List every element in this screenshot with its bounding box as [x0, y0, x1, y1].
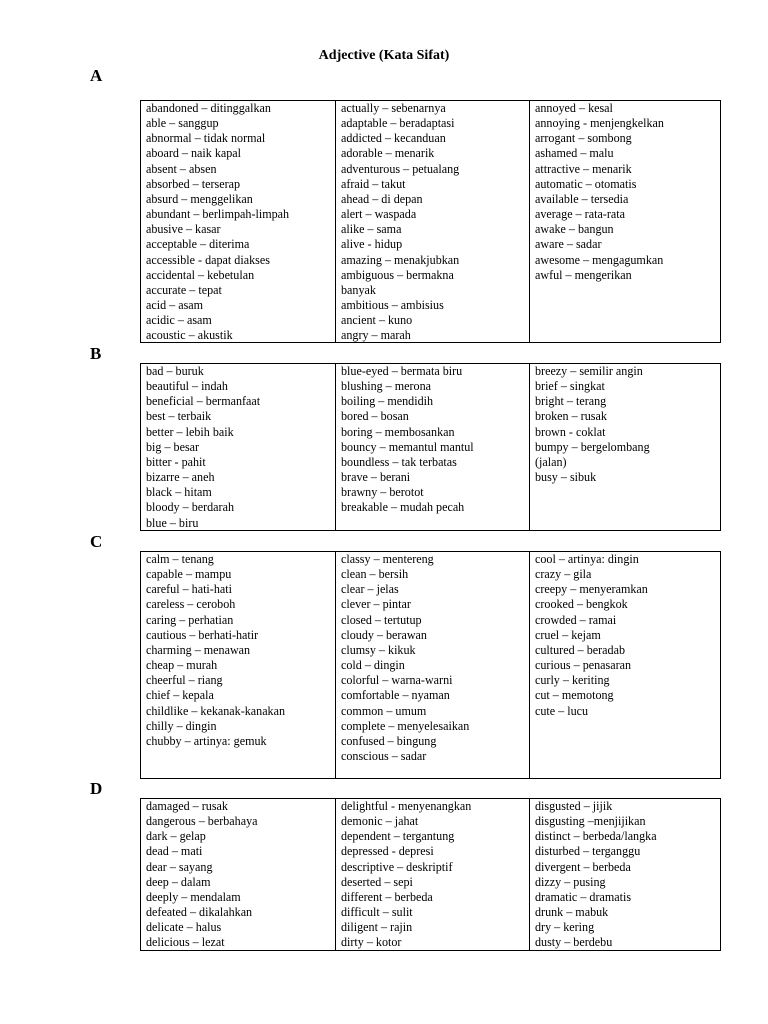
- word-entry: classy – mentereng: [341, 552, 434, 566]
- word-entry: clear – jelas: [341, 582, 399, 597]
- column-1: [141, 799, 335, 950]
- word-entry: dark – gelap: [146, 829, 206, 844]
- section-letter-c: C: [90, 532, 103, 551]
- column-2: [335, 552, 529, 778]
- column-2: [335, 799, 529, 950]
- word-entry: delicate – halus: [146, 920, 222, 935]
- word-entry: cheerful – riang: [146, 673, 223, 688]
- word-entry: cheap – murah: [146, 658, 218, 673]
- column-3: [529, 799, 720, 950]
- word-entry: beautiful – indah: [146, 379, 228, 394]
- section-letter-d: D: [90, 779, 103, 798]
- column-1: [141, 364, 335, 530]
- word-entry: creepy – menyeramkan: [535, 582, 648, 597]
- word-entry: dizzy – pusing: [535, 874, 606, 889]
- word-entry: confused – bingung: [341, 733, 437, 748]
- word-entry: aboard – naik kapal: [146, 146, 242, 161]
- word-entry: beneficial – bermanfaat: [146, 394, 261, 409]
- word-entry: brief – singkat: [535, 379, 605, 394]
- word-entry: addicted – kecanduan: [341, 131, 446, 146]
- word-entry: alive - hidup: [341, 237, 403, 252]
- column-1: [141, 101, 335, 342]
- word-entry: divergent – berbeda: [535, 859, 631, 874]
- word-entry: clean – bersih: [341, 567, 409, 582]
- word-entry: demonic – jahat: [341, 814, 419, 829]
- word-entry: abusive – kasar: [146, 222, 221, 237]
- word-entry: busy – sibuk: [535, 470, 597, 485]
- word-entry: deep – dalam: [146, 874, 211, 889]
- word-entry: annoyed – kesal: [535, 101, 613, 115]
- word-entry: cautious – berhati-hatir: [146, 627, 259, 642]
- word-entry: dependent – tergantung: [341, 829, 455, 844]
- word-entry: delicious – lezat: [146, 935, 225, 950]
- word-entry: absurd – menggelikan: [146, 191, 253, 206]
- word-entry: awful – mengerikan: [535, 267, 632, 282]
- word-entry: accessible - dapat diakses: [146, 252, 270, 267]
- column-2: [335, 364, 529, 530]
- word-entry: abandoned – ditinggalkan: [146, 101, 271, 115]
- word-entry: childlike – kekanak-kanakan: [146, 703, 286, 718]
- word-entry: amazing – menakjubkan: [341, 252, 460, 267]
- word-entry: alike – sama: [341, 222, 402, 237]
- word-entry: damaged – rusak: [146, 799, 228, 813]
- word-entry: crazy – gila: [535, 567, 592, 582]
- table-section-d: [140, 798, 721, 951]
- word-entry: crowded – ramai: [535, 612, 617, 627]
- word-entry: available – tersedia: [535, 191, 629, 206]
- word-entry: blue – biru: [146, 515, 199, 530]
- word-entry: brawny – berotot: [341, 485, 424, 500]
- word-entry: adorable – menarik: [341, 146, 435, 161]
- word-entry: deserted – sepi: [341, 874, 413, 889]
- word-entry: bored – bosan: [341, 409, 409, 424]
- word-entry: curly – keriting: [535, 673, 610, 688]
- word-entry: absorbed – terserap: [146, 176, 241, 191]
- table-section-b: [140, 363, 721, 531]
- word-entry: capable – mampu: [146, 567, 232, 582]
- column-3: [529, 101, 720, 342]
- word-entry: common – umum: [341, 703, 427, 718]
- word-entry: curious – penasaran: [535, 658, 632, 673]
- word-entry: crooked – bengkok: [535, 597, 628, 612]
- page-title: Adjective (Kata Sifat): [318, 48, 450, 63]
- word-entry: aware – sadar: [535, 237, 602, 252]
- word-entry: cool – artinya: dingin: [535, 552, 639, 566]
- word-entry: disgusting –menjijikan: [535, 814, 646, 829]
- word-entry: accurate – tepat: [146, 282, 222, 297]
- word-entry: actually – sebenarnya: [341, 101, 446, 115]
- word-entry: chilly – dingin: [146, 718, 217, 733]
- word-entry: cut – memotong: [535, 688, 614, 703]
- word-entry: absent – absen: [146, 161, 217, 176]
- word-entry: charming – menawan: [146, 642, 251, 657]
- word-entry: blue-eyed – bermata biru: [341, 364, 463, 378]
- word-entry: comfortable – nyaman: [341, 688, 450, 703]
- word-entry: better – lebih baik: [146, 424, 234, 439]
- word-entry: different – berbeda: [341, 889, 433, 904]
- word-entry: abnormal – tidak normal: [146, 131, 266, 146]
- section-letter-a: A: [90, 66, 103, 85]
- word-entry: cultured – beradab: [535, 642, 625, 657]
- word-entry: automatic – otomatis: [535, 176, 637, 191]
- word-entry: brown - coklat: [535, 424, 606, 439]
- word-entry: disgusted – jijik: [535, 799, 613, 813]
- word-entry: bloody – berdarah: [146, 500, 234, 515]
- column-1: [141, 552, 335, 778]
- word-entry: dusty – berdebu: [535, 935, 613, 950]
- word-entry: complete – menyelesaikan: [341, 718, 470, 733]
- word-entry: clumsy – kikuk: [341, 642, 416, 657]
- word-entry: colorful – warna-warni: [341, 673, 453, 688]
- word-entry: distinct – berbeda/langka: [535, 829, 657, 844]
- word-entry: best – terbaik: [146, 409, 212, 424]
- word-entry: dramatic – dramatis: [535, 889, 632, 904]
- word-entry: black – hitam: [146, 485, 212, 500]
- word-entry: dirty – kotor: [341, 935, 402, 950]
- section-letter-b: B: [90, 344, 102, 363]
- word-entry: average – rata-rata: [535, 207, 625, 222]
- word-entry: dangerous – berbahaya: [146, 814, 258, 829]
- word-entry: acceptable – diterima: [146, 237, 250, 252]
- table-section-a: [140, 100, 721, 343]
- word-entry: bizarre – aneh: [146, 470, 215, 485]
- word-entry: careless – ceroboh: [146, 597, 236, 612]
- word-entry: banyak: [341, 282, 376, 297]
- word-entry: acoustic – akustik: [146, 328, 233, 342]
- word-entry: deeply – mendalam: [146, 889, 241, 904]
- word-entry: alert – waspada: [341, 207, 417, 222]
- word-entry: defeated – dikalahkan: [146, 905, 253, 920]
- word-entry: delightful - menyenangkan: [341, 799, 472, 813]
- word-entry: chief – kepala: [146, 688, 214, 703]
- word-entry: closed – tertutup: [341, 612, 422, 627]
- word-entry: depressed - depresi: [341, 844, 434, 859]
- word-entry: (jalan): [535, 454, 567, 469]
- word-entry: acidic – asam: [146, 313, 212, 328]
- column-2: [335, 101, 529, 342]
- word-entry: descriptive – deskriptif: [341, 859, 453, 874]
- word-entry: conscious – sadar: [341, 749, 427, 764]
- word-entry: brave – berani: [341, 470, 411, 485]
- word-entry: bumpy – bergelombang: [535, 439, 650, 454]
- word-entry: accidental – kebetulan: [146, 267, 255, 282]
- word-entry: ambitious – ambisius: [341, 298, 444, 313]
- word-entry: adventurous – petualang: [341, 161, 460, 176]
- word-entry: caring – perhatian: [146, 612, 234, 627]
- word-entry: ancient – kuno: [341, 313, 413, 328]
- table-section-c: [140, 551, 721, 779]
- word-entry: breezy – semilir angin: [535, 364, 643, 378]
- word-entry: big – besar: [146, 439, 200, 454]
- word-entry: careful – hati-hati: [146, 582, 232, 597]
- word-entry: dear – sayang: [146, 859, 213, 874]
- word-entry: dead – mati: [146, 844, 203, 859]
- word-entry: able – sanggup: [146, 116, 219, 131]
- column-3: [529, 364, 720, 530]
- word-entry: bitter - pahit: [146, 454, 206, 469]
- word-entry: chubby – artinya: gemuk: [146, 733, 267, 748]
- word-entry: awesome – mengagumkan: [535, 252, 664, 267]
- word-entry: abundant – berlimpah-limpah: [146, 207, 290, 222]
- word-entry: arrogant – sombong: [535, 131, 632, 146]
- word-entry: disturbed – terganggu: [535, 844, 641, 859]
- word-entry: ahead – di depan: [341, 191, 423, 206]
- word-entry: difficult – sulit: [341, 905, 413, 920]
- word-entry: dry – kering: [535, 920, 595, 935]
- word-entry: blushing – merona: [341, 379, 432, 394]
- word-entry: annoying - menjengkelkan: [535, 116, 664, 131]
- word-entry: cold – dingin: [341, 658, 405, 673]
- word-entry: calm – tenang: [146, 552, 214, 566]
- word-entry: acid – asam: [146, 298, 204, 313]
- word-entry: attractive – menarik: [535, 161, 632, 176]
- word-entry: afraid – takut: [341, 176, 406, 191]
- column-3: [529, 552, 720, 778]
- word-entry: ashamed – malu: [535, 146, 614, 161]
- word-entry: boring – membosankan: [341, 424, 455, 439]
- word-entry: angry – marah: [341, 328, 411, 342]
- word-entry: adaptable – beradaptasi: [341, 116, 455, 131]
- word-entry: cute – lucu: [535, 703, 589, 718]
- word-entry: awake – bangun: [535, 222, 614, 237]
- word-entry: cloudy – berawan: [341, 627, 427, 642]
- word-entry: boundless – tak terbatas: [341, 454, 457, 469]
- word-entry: broken – rusak: [535, 409, 607, 424]
- word-entry: breakable – mudah pecah: [341, 500, 465, 515]
- word-entry: ambiguous – bermakna: [341, 267, 454, 282]
- word-entry: diligent – rajin: [341, 920, 413, 935]
- word-entry: bad – buruk: [146, 364, 204, 378]
- word-entry: drunk – mabuk: [535, 905, 609, 920]
- word-entry: clever – pintar: [341, 597, 411, 612]
- word-entry: bouncy – memantul mantul: [341, 439, 474, 454]
- word-entry: bright – terang: [535, 394, 607, 409]
- word-entry: cruel – kejam: [535, 627, 601, 642]
- word-entry: boiling – mendidih: [341, 394, 434, 409]
